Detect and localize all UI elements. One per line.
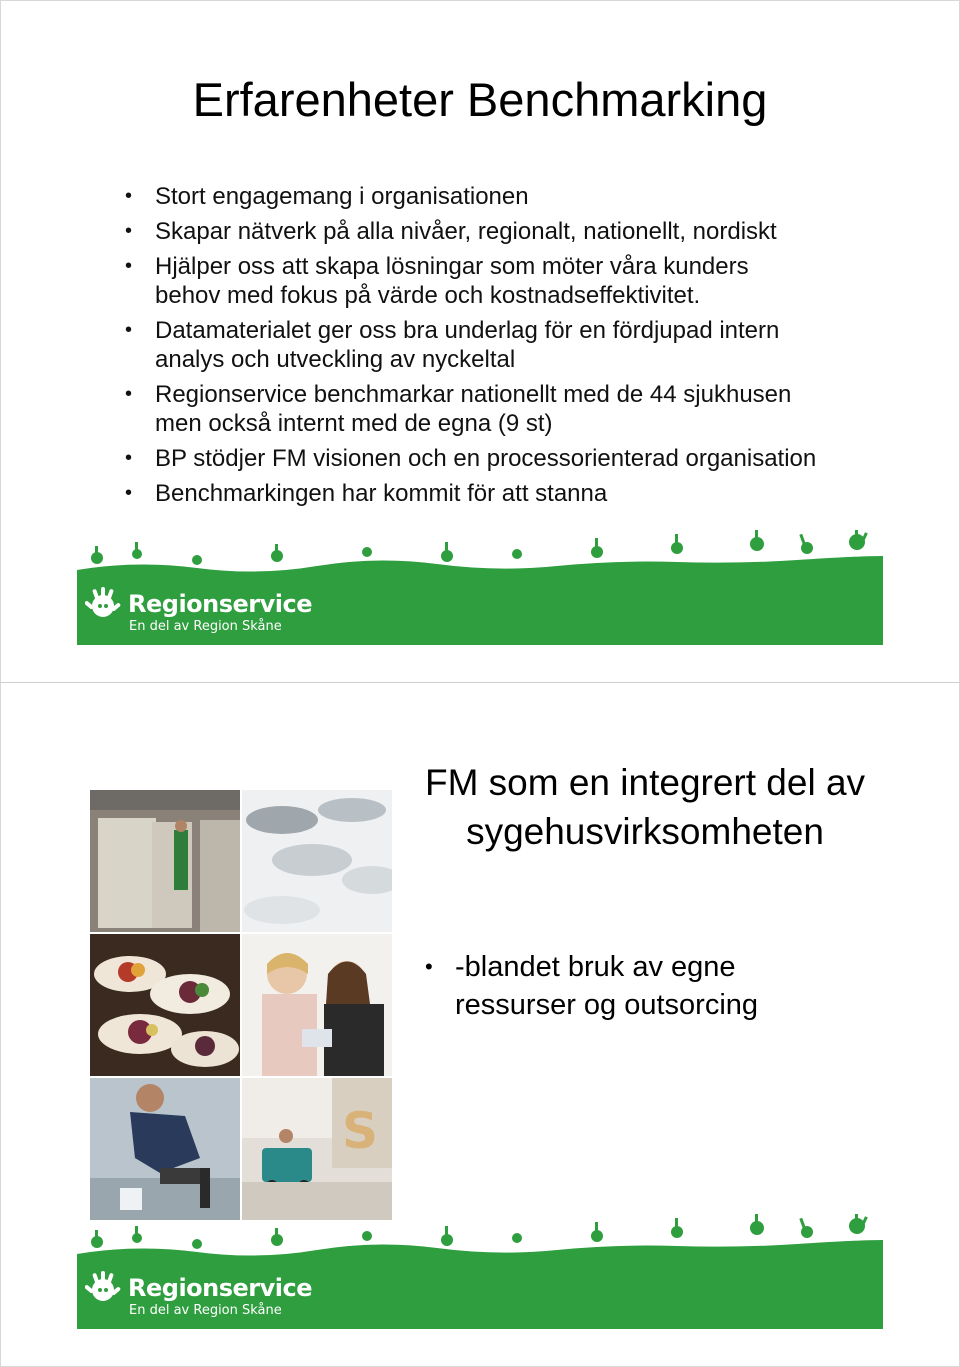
- slide-erfarenheter: [0, 0, 960, 682]
- two-women-photo: [242, 934, 392, 1076]
- food-plates-photo: [90, 934, 240, 1076]
- hand-logo-icon: [85, 1270, 121, 1306]
- bullet-item: • Regionservice benchmarkar nationellt med de 44 sjukhusen men också internt med de egna (9 st): [120, 380, 820, 438]
- svg-text:S: S: [342, 1102, 379, 1160]
- brand-footer: [77, 530, 883, 645]
- cleaning-machine-photo: [242, 1078, 392, 1220]
- regionservice-logo: [85, 586, 345, 638]
- bullet-list: [420, 948, 860, 1024]
- regionservice-logo: [85, 1270, 345, 1322]
- slide-title: FM som en integrert del av sygehusvirksomheten: [424, 762, 866, 852]
- brand-subtitle: En del av Region Skåne: [129, 1303, 282, 1318]
- hand-logo-icon: [85, 586, 121, 622]
- bullet-item: • -blandet bruk av egne ressurser og outsorcing: [420, 948, 860, 1024]
- bullet-item: • Stort engagemang i organisationen: [120, 182, 820, 211]
- slide-title: Erfarenheter Benchmarking: [192, 73, 768, 126]
- brand-name: Regionservice: [128, 590, 313, 618]
- food-carts-photo: [90, 790, 240, 932]
- bullet-item: • Skapar nätverk på alla nivåer, regionalt, nationellt, nordiskt: [120, 217, 820, 246]
- bullet-list: [120, 182, 820, 514]
- brand-name: Regionservice: [128, 1274, 313, 1302]
- ceiling-lights-photo: [242, 790, 392, 932]
- slide-divider: [0, 682, 960, 683]
- floor-worker-photo: [90, 1078, 240, 1220]
- bullet-item: • Hjälper oss att skapa lösningar som möter våra kunders behov med fokus på värde och kostnadseffektivitet.: [120, 252, 820, 310]
- brand-subtitle: En del av Region Skåne: [129, 619, 282, 634]
- brand-footer: [77, 1214, 883, 1329]
- bullet-item: • BP stödjer FM visionen och en processorienterad organisation: [120, 444, 820, 473]
- bullet-item: • Datamaterialet ger oss bra underlag för en fördjupad intern analys och utveckling av nyckeltal: [120, 316, 820, 374]
- photo-collage: [90, 790, 392, 1220]
- bullet-item: • Benchmarkingen har kommit för att stanna: [120, 479, 820, 508]
